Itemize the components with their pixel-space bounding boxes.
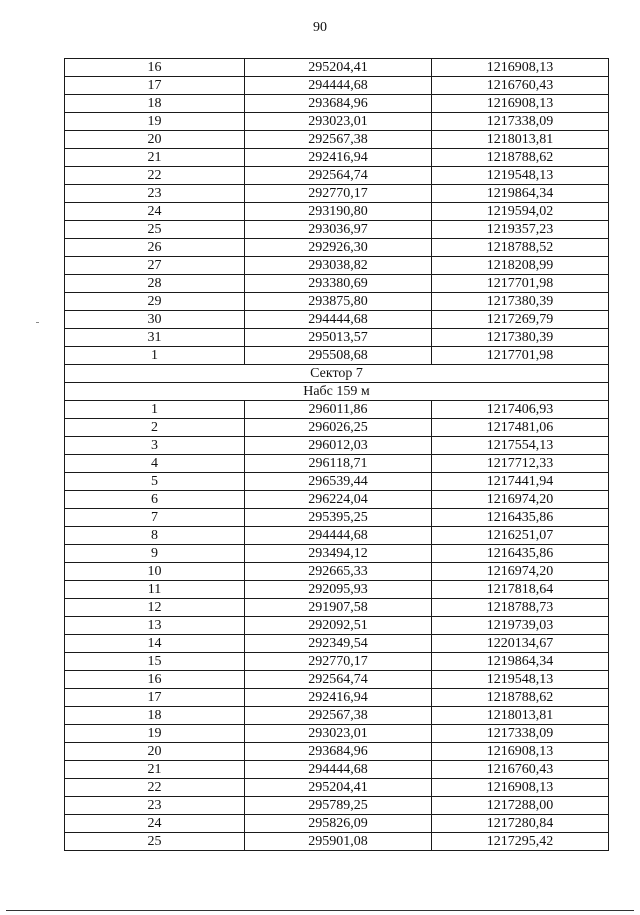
y-coordinate: 1216908,13 bbox=[432, 779, 609, 797]
table-row bbox=[65, 743, 609, 761]
y-coordinate: 1219594,02 bbox=[432, 203, 609, 221]
point-number: 23 bbox=[65, 185, 245, 203]
y-coordinate: 1217441,94 bbox=[432, 473, 609, 491]
y-coordinate: 1217338,09 bbox=[432, 725, 609, 743]
point-number: 21 bbox=[65, 149, 245, 167]
x-coordinate: 293494,12 bbox=[245, 545, 432, 563]
y-coordinate: 1218788,52 bbox=[432, 239, 609, 257]
point-number: 19 bbox=[65, 725, 245, 743]
sector-title-row bbox=[65, 365, 609, 383]
x-coordinate: 294444,68 bbox=[245, 311, 432, 329]
table-row bbox=[65, 95, 609, 113]
table-row bbox=[65, 473, 609, 491]
y-coordinate: 1217701,98 bbox=[432, 275, 609, 293]
point-number: 17 bbox=[65, 77, 245, 95]
y-coordinate: 1217481,06 bbox=[432, 419, 609, 437]
table-row bbox=[65, 257, 609, 275]
point-number: 8 bbox=[65, 527, 245, 545]
height-label-row bbox=[65, 383, 609, 401]
x-coordinate: 292416,94 bbox=[245, 689, 432, 707]
y-coordinate: 1216251,07 bbox=[432, 527, 609, 545]
x-coordinate: 296118,71 bbox=[245, 455, 432, 473]
x-coordinate: 294444,68 bbox=[245, 761, 432, 779]
point-number: 16 bbox=[65, 59, 245, 77]
point-number: 15 bbox=[65, 653, 245, 671]
y-coordinate: 1217380,39 bbox=[432, 329, 609, 347]
table-row bbox=[65, 311, 609, 329]
x-coordinate: 296539,44 bbox=[245, 473, 432, 491]
table-row bbox=[65, 437, 609, 455]
table-row bbox=[65, 419, 609, 437]
table-row bbox=[65, 329, 609, 347]
point-number: 1 bbox=[65, 347, 245, 365]
x-coordinate: 294444,68 bbox=[245, 527, 432, 545]
point-number: 14 bbox=[65, 635, 245, 653]
point-number: 22 bbox=[65, 779, 245, 797]
coordinates-block-2 bbox=[65, 401, 609, 851]
x-coordinate: 295789,25 bbox=[245, 797, 432, 815]
x-coordinate: 295508,68 bbox=[245, 347, 432, 365]
point-number: 25 bbox=[65, 833, 245, 851]
table-row bbox=[65, 347, 609, 365]
point-number: 4 bbox=[65, 455, 245, 473]
y-coordinate: 1216435,86 bbox=[432, 545, 609, 563]
table-row bbox=[65, 491, 609, 509]
x-coordinate: 296026,25 bbox=[245, 419, 432, 437]
y-coordinate: 1218788,73 bbox=[432, 599, 609, 617]
table-row bbox=[65, 59, 609, 77]
point-number: 10 bbox=[65, 563, 245, 581]
table-row bbox=[65, 509, 609, 527]
table-row bbox=[65, 761, 609, 779]
y-coordinate: 1216908,13 bbox=[432, 743, 609, 761]
margin-mark bbox=[36, 322, 39, 323]
y-coordinate: 1219739,03 bbox=[432, 617, 609, 635]
x-coordinate: 292564,74 bbox=[245, 167, 432, 185]
point-number: 7 bbox=[65, 509, 245, 527]
table-row bbox=[65, 797, 609, 815]
point-number: 23 bbox=[65, 797, 245, 815]
point-number: 1 bbox=[65, 401, 245, 419]
y-coordinate: 1216760,43 bbox=[432, 761, 609, 779]
y-coordinate: 1217338,09 bbox=[432, 113, 609, 131]
point-number: 29 bbox=[65, 293, 245, 311]
point-number: 5 bbox=[65, 473, 245, 491]
point-number: 16 bbox=[65, 671, 245, 689]
point-number: 6 bbox=[65, 491, 245, 509]
x-coordinate: 292665,33 bbox=[245, 563, 432, 581]
table-row bbox=[65, 239, 609, 257]
x-coordinate: 295013,57 bbox=[245, 329, 432, 347]
table-row bbox=[65, 113, 609, 131]
table-row bbox=[65, 815, 609, 833]
point-number: 20 bbox=[65, 743, 245, 761]
point-number: 22 bbox=[65, 167, 245, 185]
table-row bbox=[65, 545, 609, 563]
y-coordinate: 1217269,79 bbox=[432, 311, 609, 329]
y-coordinate: 1216435,86 bbox=[432, 509, 609, 527]
point-number: 18 bbox=[65, 707, 245, 725]
y-coordinate: 1216908,13 bbox=[432, 59, 609, 77]
point-number: 27 bbox=[65, 257, 245, 275]
point-number: 26 bbox=[65, 239, 245, 257]
y-coordinate: 1217380,39 bbox=[432, 293, 609, 311]
x-coordinate: 291907,58 bbox=[245, 599, 432, 617]
point-number: 17 bbox=[65, 689, 245, 707]
point-number: 11 bbox=[65, 581, 245, 599]
point-number: 31 bbox=[65, 329, 245, 347]
table-row bbox=[65, 185, 609, 203]
coordinates-block-1 bbox=[65, 59, 609, 365]
x-coordinate: 293036,97 bbox=[245, 221, 432, 239]
table-row bbox=[65, 689, 609, 707]
x-coordinate: 293190,80 bbox=[245, 203, 432, 221]
point-number: 28 bbox=[65, 275, 245, 293]
table-row bbox=[65, 725, 609, 743]
y-coordinate: 1219548,13 bbox=[432, 167, 609, 185]
x-coordinate: 292770,17 bbox=[245, 653, 432, 671]
y-coordinate: 1217280,84 bbox=[432, 815, 609, 833]
table-row bbox=[65, 221, 609, 239]
x-coordinate: 292926,30 bbox=[245, 239, 432, 257]
point-number: 30 bbox=[65, 311, 245, 329]
point-number: 20 bbox=[65, 131, 245, 149]
table-row bbox=[65, 599, 609, 617]
point-number: 19 bbox=[65, 113, 245, 131]
table-row bbox=[65, 581, 609, 599]
page-number: 90 bbox=[313, 20, 327, 35]
table-row bbox=[65, 293, 609, 311]
x-coordinate: 292770,17 bbox=[245, 185, 432, 203]
x-coordinate: 293038,82 bbox=[245, 257, 432, 275]
x-coordinate: 292567,38 bbox=[245, 131, 432, 149]
page-bottom-rule bbox=[6, 910, 634, 911]
x-coordinate: 295826,09 bbox=[245, 815, 432, 833]
y-coordinate: 1217712,33 bbox=[432, 455, 609, 473]
x-coordinate: 293684,96 bbox=[245, 95, 432, 113]
point-number: 9 bbox=[65, 545, 245, 563]
x-coordinate: 292416,94 bbox=[245, 149, 432, 167]
point-number: 2 bbox=[65, 419, 245, 437]
y-coordinate: 1216974,20 bbox=[432, 491, 609, 509]
table-row bbox=[65, 635, 609, 653]
y-coordinate: 1217288,00 bbox=[432, 797, 609, 815]
x-coordinate: 292349,54 bbox=[245, 635, 432, 653]
y-coordinate: 1216908,13 bbox=[432, 95, 609, 113]
table-row bbox=[65, 527, 609, 545]
sector-header bbox=[65, 365, 609, 401]
table-row bbox=[65, 275, 609, 293]
coordinates-table bbox=[64, 58, 609, 851]
table-row bbox=[65, 401, 609, 419]
table-row bbox=[65, 203, 609, 221]
point-number: 24 bbox=[65, 815, 245, 833]
x-coordinate: 295901,08 bbox=[245, 833, 432, 851]
table-row bbox=[65, 833, 609, 851]
y-coordinate: 1219864,34 bbox=[432, 653, 609, 671]
x-coordinate: 296224,04 bbox=[245, 491, 432, 509]
x-coordinate: 295204,41 bbox=[245, 59, 432, 77]
point-number: 13 bbox=[65, 617, 245, 635]
x-coordinate: 294444,68 bbox=[245, 77, 432, 95]
y-coordinate: 1220134,67 bbox=[432, 635, 609, 653]
table-row bbox=[65, 455, 609, 473]
x-coordinate: 295204,41 bbox=[245, 779, 432, 797]
x-coordinate: 292095,93 bbox=[245, 581, 432, 599]
table-row bbox=[65, 779, 609, 797]
x-coordinate: 293875,80 bbox=[245, 293, 432, 311]
point-number: 24 bbox=[65, 203, 245, 221]
x-coordinate: 292092,51 bbox=[245, 617, 432, 635]
table-row bbox=[65, 149, 609, 167]
point-number: 3 bbox=[65, 437, 245, 455]
y-coordinate: 1219864,34 bbox=[432, 185, 609, 203]
table-row bbox=[65, 653, 609, 671]
y-coordinate: 1217295,42 bbox=[432, 833, 609, 851]
table-row bbox=[65, 131, 609, 149]
y-coordinate: 1217818,64 bbox=[432, 581, 609, 599]
height-label: Набс 159 м bbox=[65, 383, 609, 401]
table-row bbox=[65, 563, 609, 581]
y-coordinate: 1217406,93 bbox=[432, 401, 609, 419]
x-coordinate: 293023,01 bbox=[245, 113, 432, 131]
y-coordinate: 1217554,13 bbox=[432, 437, 609, 455]
x-coordinate: 296011,86 bbox=[245, 401, 432, 419]
y-coordinate: 1216974,20 bbox=[432, 563, 609, 581]
point-number: 21 bbox=[65, 761, 245, 779]
y-coordinate: 1219548,13 bbox=[432, 671, 609, 689]
x-coordinate: 293023,01 bbox=[245, 725, 432, 743]
point-number: 18 bbox=[65, 95, 245, 113]
y-coordinate: 1218013,81 bbox=[432, 131, 609, 149]
table-row bbox=[65, 167, 609, 185]
y-coordinate: 1218208,99 bbox=[432, 257, 609, 275]
x-coordinate: 293380,69 bbox=[245, 275, 432, 293]
point-number: 25 bbox=[65, 221, 245, 239]
x-coordinate: 295395,25 bbox=[245, 509, 432, 527]
x-coordinate: 296012,03 bbox=[245, 437, 432, 455]
sector-title: Сектор 7 bbox=[65, 365, 609, 383]
table-row bbox=[65, 617, 609, 635]
y-coordinate: 1216760,43 bbox=[432, 77, 609, 95]
table-row bbox=[65, 77, 609, 95]
y-coordinate: 1218788,62 bbox=[432, 149, 609, 167]
y-coordinate: 1218788,62 bbox=[432, 689, 609, 707]
point-number: 12 bbox=[65, 599, 245, 617]
y-coordinate: 1217701,98 bbox=[432, 347, 609, 365]
y-coordinate: 1218013,81 bbox=[432, 707, 609, 725]
x-coordinate: 292564,74 bbox=[245, 671, 432, 689]
table-row bbox=[65, 671, 609, 689]
x-coordinate: 292567,38 bbox=[245, 707, 432, 725]
table-row bbox=[65, 707, 609, 725]
x-coordinate: 293684,96 bbox=[245, 743, 432, 761]
y-coordinate: 1219357,23 bbox=[432, 221, 609, 239]
